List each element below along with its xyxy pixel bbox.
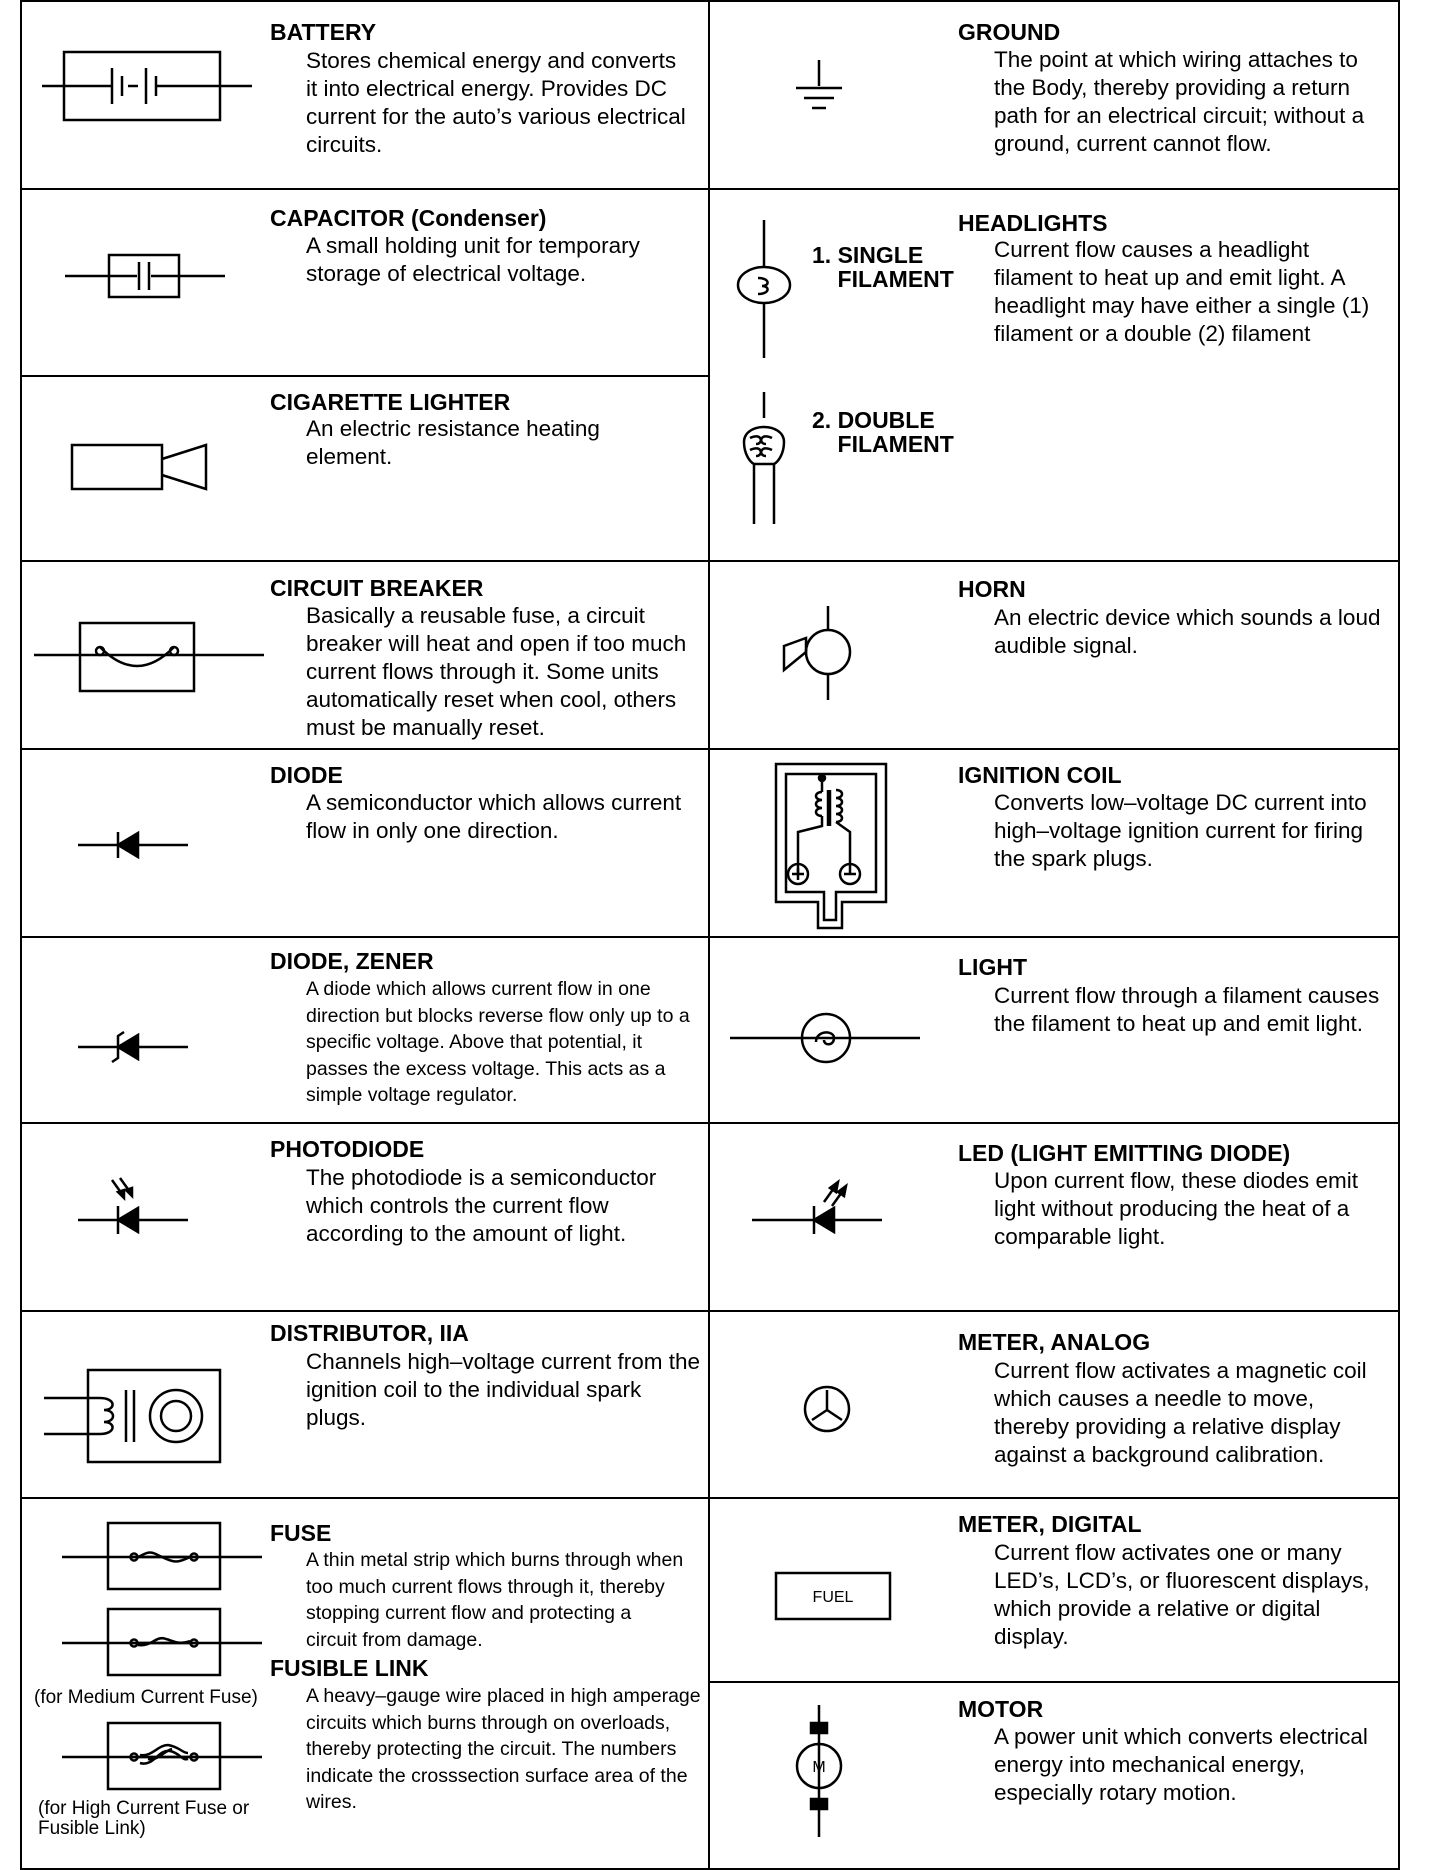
meter-digital-cell xyxy=(710,1499,1400,1683)
headlights-cell xyxy=(710,190,1400,562)
circuit-breaker-description: Basically a reusable fuse, a circuit breaker will heat and open if too much current flows through it. Some units automatically reset when cool, others must be manually reset. xyxy=(306,603,687,740)
ground-title: GROUND xyxy=(958,19,1061,45)
diode-symbol-icon xyxy=(78,830,188,860)
double-filament-label: 2. DOUBLE FILAMENT xyxy=(812,407,954,457)
motor-title: MOTOR xyxy=(958,1696,1044,1722)
high-current-fuse-label: (for High Current Fuse or Fusible Link) xyxy=(38,1798,250,1839)
meter-analog-description: Current flow activates a magnetic coil which causes a needle to move, thereby providing a relative display against a background calibration. xyxy=(994,1358,1367,1467)
circuit-breaker-cell xyxy=(20,562,710,750)
zener-diode-title: DIODE, ZENER xyxy=(270,948,434,974)
meter-digital-description: Current flow activates one or many LED’s, LCD’s, or fluorescent displays, which provide a relative or digital display. xyxy=(994,1540,1370,1649)
medium-current-fuse-icon xyxy=(62,1607,262,1679)
light-symbol-icon xyxy=(730,1012,920,1064)
medium-current-fuse-label: (for Medium Current Fuse) xyxy=(34,1687,258,1708)
analog-meter-symbol-icon xyxy=(802,1384,852,1434)
photodiode-symbol-icon xyxy=(78,1176,188,1236)
capacitor-description: A small holding unit for temporary storage of electrical voltage. xyxy=(306,233,640,286)
diode-description: A semiconductor which allows current flow in only one direction. xyxy=(306,790,682,843)
double-filament-headlight-icon xyxy=(734,392,794,532)
digital-meter-symbol-icon xyxy=(774,1571,894,1621)
horn-cell xyxy=(710,562,1400,750)
capacitor-cell xyxy=(20,190,710,377)
ignition-coil-title: IGNITION COIL xyxy=(958,762,1122,788)
led-cell xyxy=(710,1124,1400,1312)
fuse-cell xyxy=(20,1499,710,1870)
distributor-symbol-icon xyxy=(44,1368,224,1464)
photodiode-description: The photodiode is a semiconductor which controls the current flow according to the amount of light. xyxy=(306,1165,657,1246)
battery-title: BATTERY xyxy=(270,19,377,45)
cigarette-lighter-cell xyxy=(20,377,710,562)
distributor-description: Channels high–voltage current from the ignition coil to the individual spark plugs. xyxy=(306,1349,700,1430)
horn-title: HORN xyxy=(958,576,1026,602)
light-cell xyxy=(710,938,1400,1124)
photodiode-cell xyxy=(20,1124,710,1312)
zener-diode-cell xyxy=(20,938,710,1124)
high-current-fuse-icon xyxy=(62,1721,262,1793)
ground-description: The point at which wiring attaches to the Body, thereby providing a return path for an electrical circuit; without a ground, current cannot flow. xyxy=(994,47,1365,156)
ignition-coil-cell xyxy=(710,750,1400,938)
meter-digital-title: METER, DIGITAL xyxy=(958,1511,1142,1537)
fuse-description: A thin metal strip which burns through when too much current flows through it, thereby stopping current flow and protecting a circuit from damage. xyxy=(306,1549,684,1651)
distributor-title: DISTRIBUTOR, IIA xyxy=(270,1320,469,1346)
horn-description: An electric device which sounds a loud audible signal. xyxy=(994,605,1381,658)
circuit-breaker-symbol-icon xyxy=(34,621,264,693)
led-title: LED (LIGHT EMITTING DIODE) xyxy=(958,1140,1291,1166)
motor-symbol-letter: M xyxy=(812,1759,826,1776)
zener-diode-symbol-icon xyxy=(78,1030,188,1064)
headlights-description: Current flow causes a headlight filament to heat up and emit light. A headlight may have either a single (1) filament or a double (2) filament xyxy=(994,237,1370,346)
ground-symbol-icon xyxy=(794,60,844,112)
horn-symbol-icon xyxy=(780,606,860,702)
cigarette-lighter-title: CIGARETTE LIGHTER xyxy=(270,389,511,415)
cigarette-lighter-description: An electric resistance heating element. xyxy=(306,416,600,469)
meter-analog-title: METER, ANALOG xyxy=(958,1329,1151,1355)
photodiode-title: PHOTODIODE xyxy=(270,1136,425,1162)
ignition-coil-description: Converts low–voltage DC current into high–voltage ignition current for firing the spark plugs. xyxy=(994,790,1367,871)
meter-analog-cell xyxy=(710,1312,1400,1499)
battery-cell xyxy=(20,0,710,190)
capacitor-title: CAPACITOR (Condenser) xyxy=(270,205,547,231)
light-title: LIGHT xyxy=(958,954,1027,980)
cigarette-lighter-symbol-icon xyxy=(70,441,210,491)
diode-title: DIODE xyxy=(270,762,343,788)
motor-description: A power unit which converts electrical energy into mechanical energy, especially rotary motion. xyxy=(994,1724,1368,1805)
fuse-title: FUSE xyxy=(270,1520,332,1546)
led-symbol-icon xyxy=(752,1180,882,1240)
fuse-symbol-icon xyxy=(62,1521,262,1593)
ignition-coil-symbol-icon xyxy=(766,762,896,928)
headlights-title: HEADLIGHTS xyxy=(958,210,1108,236)
fusible-link-description: A heavy–gauge wire placed in high amperage circuits which burns through on overloads, thereby protecting the circuit. The numbers indicate the crosssection surface area of the wires. xyxy=(306,1685,701,1813)
battery-description: Stores chemical energy and converts it into electrical energy. Provides DC current for the auto’s various electrical circuits. xyxy=(306,48,686,157)
single-filament-headlight-icon xyxy=(734,220,794,360)
diode-cell xyxy=(20,750,710,938)
zener-diode-description: A diode which allows current flow in one direction but blocks reverse flow only up to a specific voltage. Above that potential, it passes the excess voltage. This acts as a simple voltage regulator. xyxy=(306,978,690,1106)
ground-cell xyxy=(710,0,1400,190)
capacitor-symbol-icon xyxy=(65,250,225,300)
digital-meter-display-text: FUEL xyxy=(812,1589,854,1606)
single-filament-label: 1. SINGLE FILAMENT xyxy=(812,242,954,292)
motor-symbol-icon xyxy=(794,1705,844,1835)
circuit-breaker-title: CIRCUIT BREAKER xyxy=(270,575,484,601)
led-description: Upon current flow, these diodes emit light without producing the heat of a comparable light. xyxy=(994,1168,1358,1249)
distributor-cell xyxy=(20,1312,710,1499)
motor-cell xyxy=(710,1683,1400,1870)
light-description: Current flow through a filament causes the filament to heat up and emit light. xyxy=(994,983,1380,1036)
battery-symbol-icon xyxy=(42,50,252,122)
fusible-link-title: FUSIBLE LINK xyxy=(270,1655,429,1681)
